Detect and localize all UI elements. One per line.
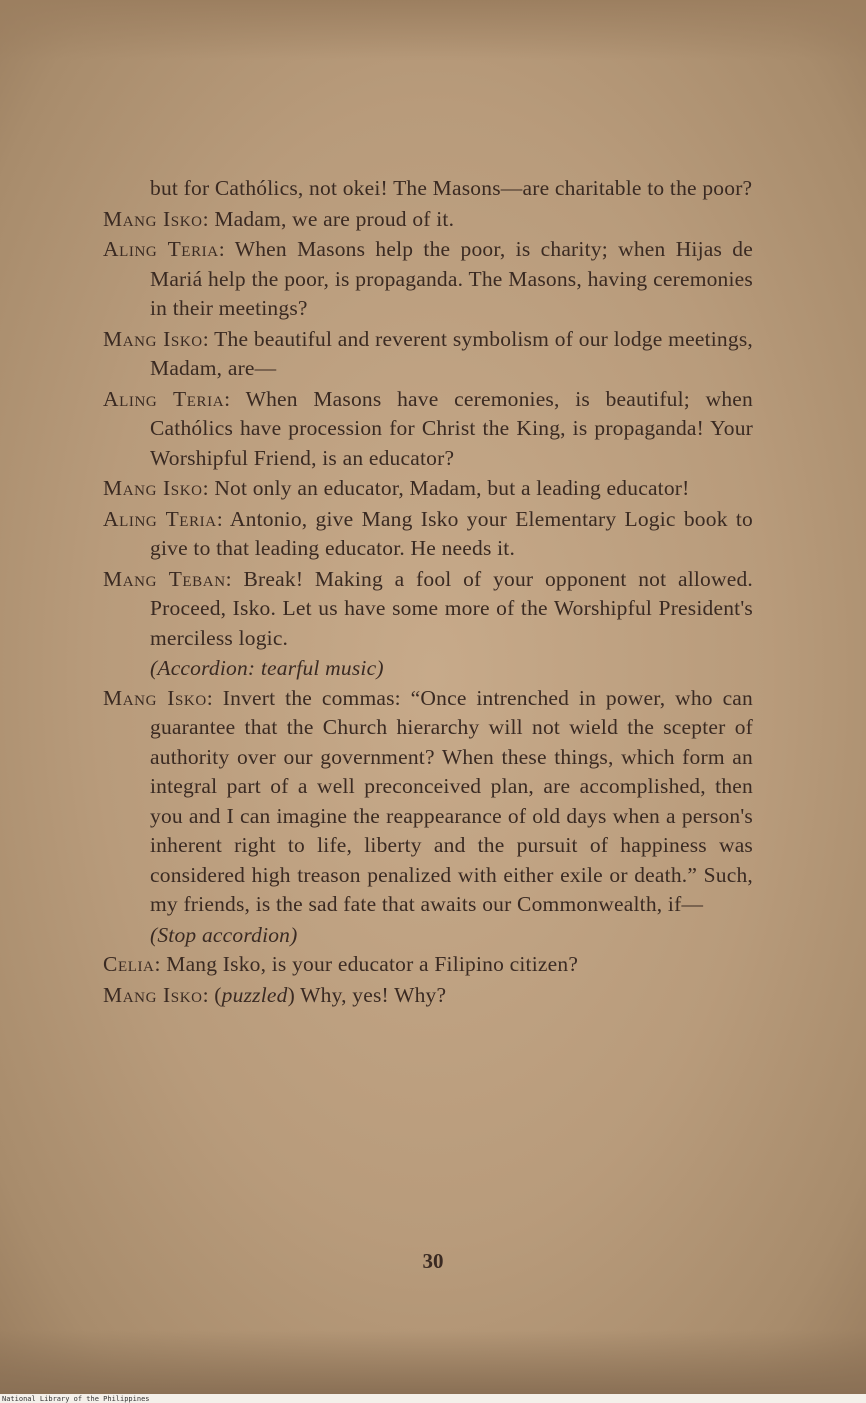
dialogue-line: Aling Teria: Antonio, give Mang Isko your Elementary Logic book to give to that leading educator. He needs it. xyxy=(103,506,753,560)
page-shadow-bottom xyxy=(0,1330,866,1394)
stage-direction: (Stop accordion) xyxy=(150,922,298,947)
dialogue-line: Celia: Mang Isko, is your educator a Filipino citizen? xyxy=(103,952,579,976)
speaker-name: Aling Teria xyxy=(103,237,219,261)
dialogue-text-line: When Masons help the poor, is charity; when Hijas de Mariá help the poor, is propaganda. The Masons, having ceremonies in their meetings? xyxy=(150,237,753,320)
speaker-name: Mang Teban xyxy=(103,566,226,591)
speaker-name: Mang Isko xyxy=(103,685,207,710)
dialogue-line: Aling Teria: When Masons have ceremonies, is beautiful; when Cathólics have procession for Christ the King, is propaganda! Your Worshipful Friend, is an educator? xyxy=(103,386,753,470)
dialogue-line: Mang Isko: Not only an educator, Madam, but a leading educator! xyxy=(103,476,690,500)
dialogue-line: Mang Isko: The beautiful and reverent symbolism of our lodge meetings, Madam, are— xyxy=(103,326,753,380)
dialogue-text-line: The beautiful and reverent symbolism of our lodge meetings, Madam, are— xyxy=(150,326,753,380)
dialogue-text-line: Invert the commas: “Once intrenched in power, who can guarantee that the Church hierarchy will not wield the scepter of authority over our government? When these things, which form an integral part of a well preconceived plan, are accomplished, then you and I can imagine the reappearance of old days when a person's inherent right to life, liberty and the pursuit of happiness was considered high treason penalized with either exile or death.” Such, my friends, is the sad fate that awaits our Commonwealth, if— xyxy=(150,685,754,916)
parenthetical: puzzled xyxy=(221,982,288,1007)
speaker-name: Mang Isko xyxy=(103,326,203,351)
dialogue-line: Aling Teria: When Masons help the poor, is charity; when Hijas de Mariá help the poor, is propaganda. The Masons, having ceremonies in their meetings? xyxy=(103,237,753,320)
dialogue-text-line: Why, yes! Why? xyxy=(300,982,447,1007)
dialogue-line xyxy=(103,174,753,204)
speaker-name: Mang Isko xyxy=(103,206,203,231)
speaker-name: Aling Teria xyxy=(103,506,217,531)
dialogue-line: Mang Isko: Madam, we are proud of it. xyxy=(103,206,455,231)
page-number: 30 xyxy=(422,1249,444,1273)
dialogue-text-line: Not only an educator, Madam, but a leading educator! xyxy=(214,476,690,500)
dialogue-text-line: When Masons have ceremonies, is beautiful; when Cathólics have procession for Christ the King, is propaganda! Your Worshipful Friend, is an educator? xyxy=(150,386,753,470)
speaker-name: Mang Isko xyxy=(103,982,203,1007)
footer-credit: National Library of the Philippines xyxy=(2,1395,150,1403)
dialogue-line: Mang Teban: Break! Making a fool of your opponent not allowed. Proceed, Isko. Let us have some more of the Worshipful President's merciless logic. xyxy=(103,566,753,650)
dialogue-line: Mang Isko: Invert the commas: “Once intrenched in power, who can guarantee that the Church hierarchy will not wield the scepter of authority over our government? When these things, which form an integral part of a well preconceived plan, are accomplished, then you and I can imagine the reappearance of old days when a person's inherent right to life, liberty and the pursuit of happiness was considered high treason penalized with either exile or death.” Such, my friends, is the sad fate that awaits our Commonwealth, if— xyxy=(103,685,754,916)
dialogue-text-line: Break! Making a fool of your opponent not allowed. Proceed, Isko. Let us have some more of the Worshipful President's merciless logic. xyxy=(150,566,753,650)
speaker-name: Celia xyxy=(103,952,155,976)
speaker-name: Aling Teria xyxy=(103,386,225,411)
dialogue-text-line: Mang Isko, is your educator a Filipino citizen? xyxy=(166,952,579,976)
dialogue-text-line: Madam, we are proud of it. xyxy=(214,206,455,231)
page-shadow-top xyxy=(0,0,866,60)
dialogue-text xyxy=(103,174,753,1011)
speaker-name: Mang Isko xyxy=(103,476,203,500)
dialogue-text-line: Antonio, give Mang Isko your Elementary Logic book to give to that leading educator. He needs it. xyxy=(150,506,753,560)
stage-direction: (Accordion: tearful music) xyxy=(150,656,384,680)
dialogue-text-line: but for Cathólics, not okei! The Masons—are charitable to the poor? xyxy=(150,176,753,200)
dialogue-line: Mang Isko: (puzzled) Why, yes! Why? xyxy=(103,982,447,1007)
